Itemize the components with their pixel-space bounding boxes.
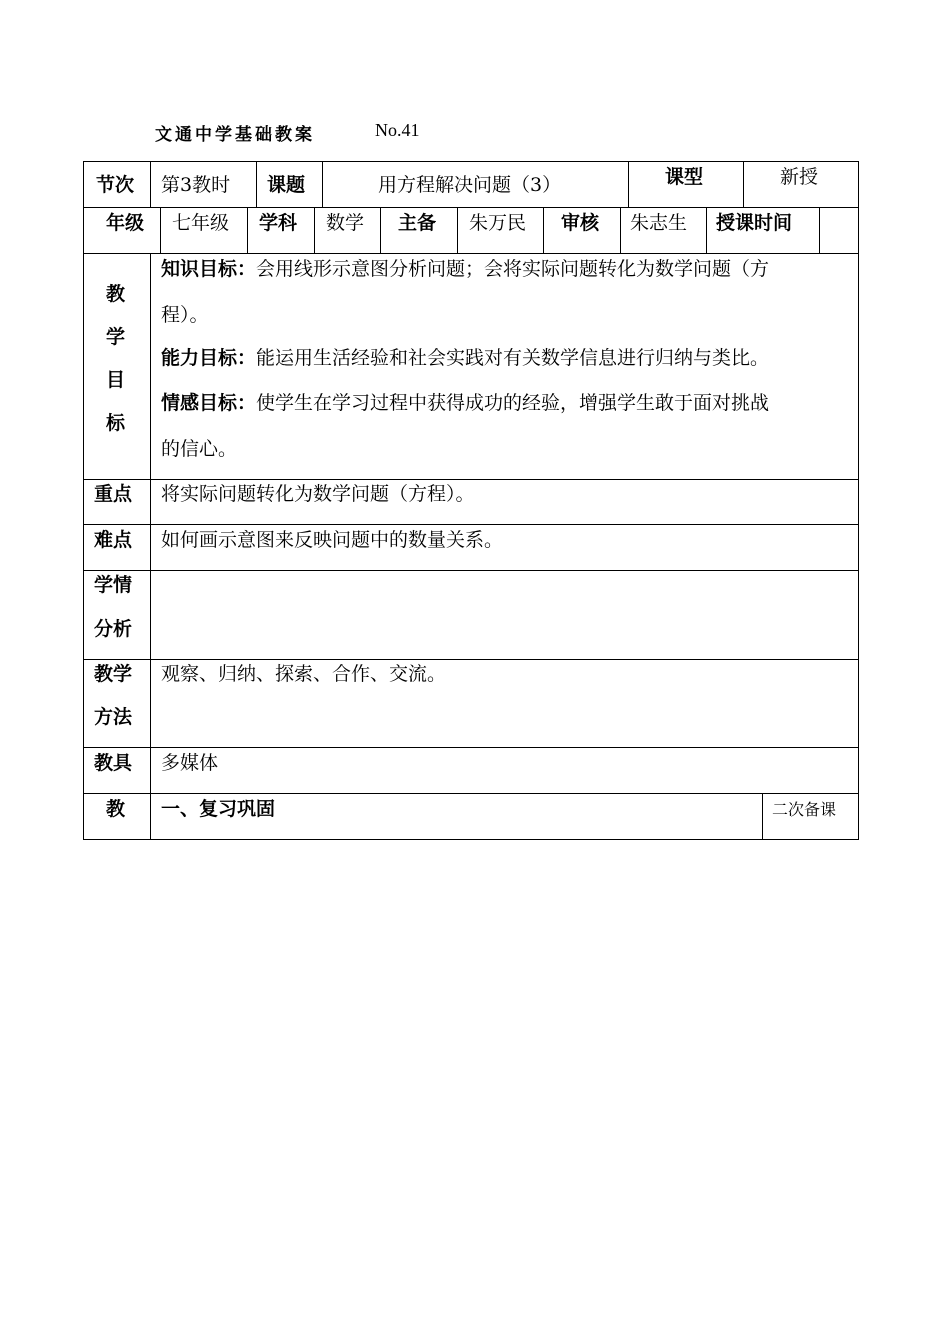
method-label-line-1: 教学 [94, 663, 133, 685]
section-label: 节次 [96, 174, 135, 196]
document-title: 文通中学基础教案 [155, 125, 315, 145]
ability-goal [161, 346, 769, 370]
analysis-label-line-2: 分析 [94, 618, 133, 640]
topic-label: 课题 [267, 174, 306, 196]
grade-label: 年级 [106, 212, 145, 234]
type-value: 新授 [780, 166, 819, 188]
teaching-time-label: 授课时间 [716, 212, 793, 234]
goals-label-char-4: 标 [106, 412, 126, 434]
section-value: 第3教时 [161, 174, 231, 196]
second-preparation-label: 二次备课 [772, 800, 837, 819]
grade-value: 七年级 [172, 212, 230, 234]
goals-label-char-2: 学 [106, 326, 126, 348]
knowledge-goal-label: 知识目标： [161, 258, 257, 280]
goals-label-char-1: 教 [106, 283, 126, 305]
difficulty-text: 如何画示意图来反映问题中的数量关系。 [161, 529, 504, 551]
knowledge-goal-text: 会用线形示意图分析问题；会将实际问题转化为数学问题（方 [256, 258, 770, 280]
ability-goal-text: 能运用生活经验和社会实践对有关数学信息进行归纳与类比。 [256, 347, 770, 369]
difficulty-label: 难点 [94, 529, 133, 551]
method-text: 观察、归纳、探索、合作、交流。 [161, 663, 447, 685]
topic-value: 用方程解决问题（3） [378, 174, 562, 196]
type-label: 课型 [665, 166, 704, 188]
emotion-goal-label: 情感目标： [161, 392, 257, 414]
process-heading: 一、复习巩固 [161, 798, 276, 820]
ability-goal-label: 能力目标： [161, 347, 257, 369]
key-point-text: 将实际问题转化为数学问题（方程）。 [161, 483, 475, 505]
goals-label-char-3: 目 [106, 369, 126, 391]
knowledge-goal [161, 257, 769, 281]
tools-text: 多媒体 [161, 752, 219, 774]
subject-value: 数学 [326, 212, 365, 234]
method-label-line-2: 方法 [94, 706, 133, 728]
reviewer-label: 审核 [561, 212, 600, 234]
preparer-label: 主备 [398, 212, 437, 234]
analysis-label-line-1: 学情 [94, 574, 133, 596]
key-point-label: 重点 [94, 483, 133, 505]
process-label: 教 [106, 798, 126, 820]
tools-label: 教具 [94, 752, 133, 774]
document-number: No.41 [375, 120, 420, 140]
emotion-goal-continued: 的信心。 [161, 438, 238, 460]
emotion-goal [161, 391, 769, 415]
subject-label: 学科 [259, 212, 298, 234]
preparer-value: 朱万民 [469, 212, 527, 234]
emotion-goal-text: 使学生在学习过程中获得成功的经验，增强学生敢于面对挑战 [256, 392, 770, 414]
reviewer-value: 朱志生 [630, 212, 688, 234]
knowledge-goal-continued: 程）。 [161, 304, 209, 326]
